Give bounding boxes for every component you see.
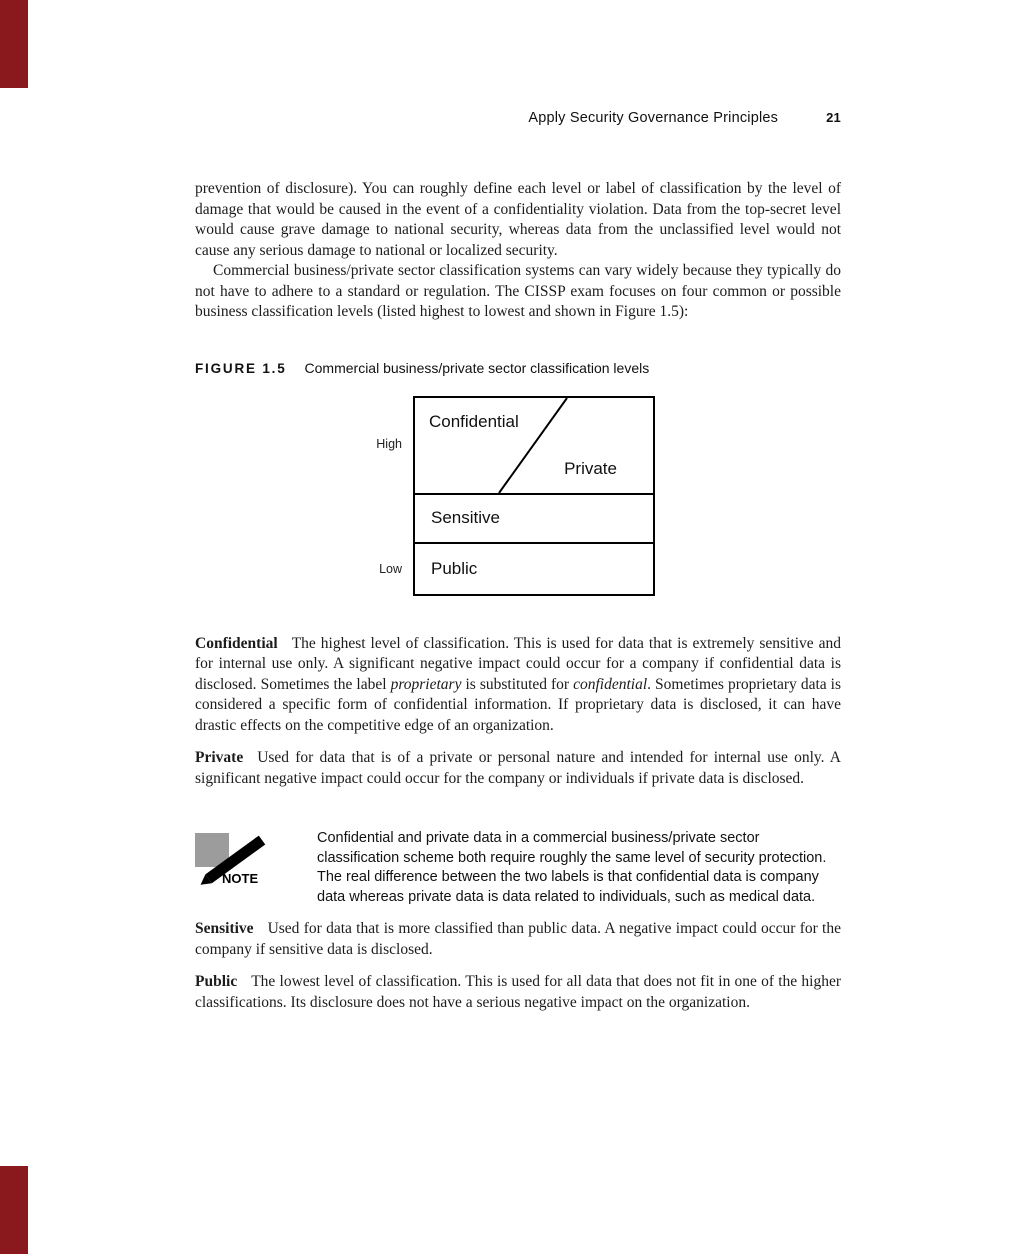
classification-diagram <box>413 396 655 596</box>
row-confidential-private <box>415 398 653 495</box>
level-confidential: Confidential <box>429 411 519 431</box>
row-public <box>415 544 653 594</box>
term-confidential: Confidential <box>195 634 278 652</box>
running-header <box>195 110 841 126</box>
figure-caption-text: Commercial business/private sector classification levels <box>304 359 650 376</box>
figure-1-5 <box>195 396 841 596</box>
page-number: 21 <box>826 110 841 125</box>
paragraph-commercial-classification: Commercial business/private sector classification systems can vary widely because they typically do not have to adhere to a standard or regulation. The CISSP exam focuses on four common or possible business classification levels (listed highest to lowest and shown in Figure 1.5): <box>195 262 841 320</box>
term-private: Private <box>195 749 244 766</box>
row-sensitive <box>415 495 653 544</box>
definition-text: Used for data that is more classified than public data. A negative impact could occur for the company if sensitive data is disclosed. <box>195 920 841 958</box>
note-label: NOTE <box>222 871 259 886</box>
page-content <box>195 0 841 1013</box>
page-edge-mark-bottom <box>0 1166 28 1254</box>
definition-text: The lowest level of classification. This is used for all data that does not fit in one of the higher classifications. Its disclosure does not have a serious negative impact on the organization. <box>195 973 841 1011</box>
note-text: Confidential and private data in a commercial business/private sector classification scheme both require roughly the same level of security protection. The real difference between the two labels is that confidential data is company data whereas private data is data related to individuals, such as medical data. <box>317 830 827 905</box>
definition-public <box>195 972 841 1013</box>
definition-text: . Sometimes proprietary data is considered a specific form of confidential information. If proprietary data is disclosed, it can have drastic effects on the competitive edge of an organization. <box>195 675 841 734</box>
note-pencil-icon <box>195 829 317 907</box>
chapter-title: Apply Security Governance Principles <box>528 110 779 126</box>
note-box <box>195 829 841 907</box>
figure-caption <box>195 360 841 376</box>
definition-text: is substituted for <box>461 675 574 693</box>
italic-proprietary: proprietary <box>390 675 462 693</box>
definition-text: The highest level of classification. This is used for data that is extremely sensitive and for internal use only. A significant negative impact could occur for a company if confidential data is disclosed. Sometimes the label <box>195 634 841 693</box>
term-public: Public <box>195 973 238 990</box>
level-public: Public <box>431 558 478 578</box>
low-axis-label: Low <box>379 561 402 576</box>
definition-sensitive <box>195 919 841 960</box>
page-edge-mark-top <box>0 0 28 88</box>
definition-text: Used for data that is of a private or personal nature and intended for internal use only. A significant negative impact could occur for the company or individuals if private data is disclosed. <box>195 749 841 787</box>
high-axis-label: High <box>376 436 402 451</box>
definition-private <box>195 748 841 789</box>
level-private: Private <box>564 458 617 478</box>
term-sensitive: Sensitive <box>195 920 254 937</box>
definition-confidential <box>195 634 841 737</box>
level-sensitive: Sensitive <box>431 508 500 527</box>
paragraph-classification-levels: prevention of disclosure). You can roughly define each level or label of classification by the level of damage that would be caused in the event of a confidentiality violation. Data from the top-secret level would cause grave damage to national security, whereas data from the unclassified level would not cause any serious damage to national or localized security. <box>195 180 841 259</box>
italic-confidential: confidential <box>573 675 648 693</box>
figure-label: FIGURE 1.5 <box>195 360 287 376</box>
